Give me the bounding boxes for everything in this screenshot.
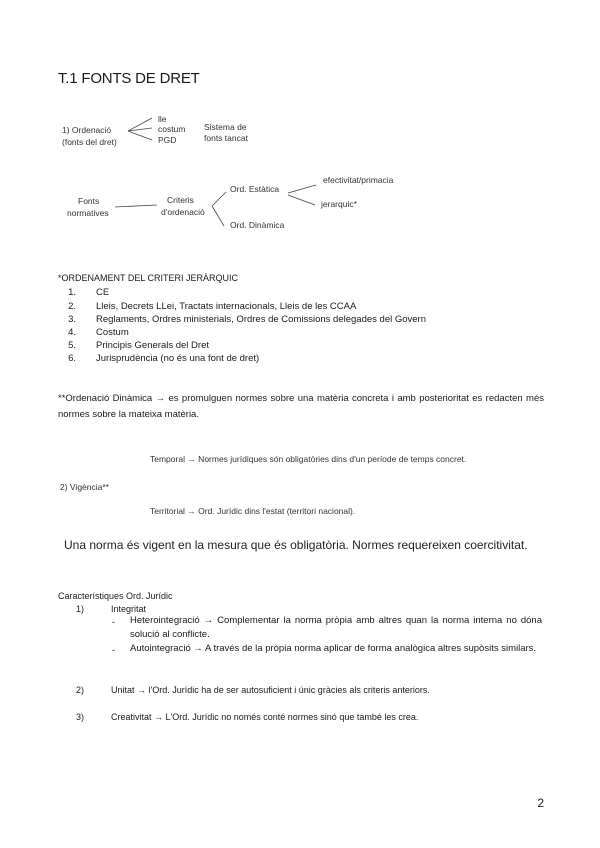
sub2-arrow xyxy=(288,195,315,205)
dynamic-note: **Ordenació Dinàmica → es promulguen normes sobre una matèria concreta i amb posterioritat es redacten més normes sobre la mateixa matèria. xyxy=(58,393,544,420)
list-item: 6. Jurisprudència (no és una font de dret) xyxy=(68,353,260,364)
page-number: 2 xyxy=(537,796,544,810)
list-item: 3. Reglaments, Ordres ministerials, Ordres de Comissions delegades del Govern xyxy=(68,314,426,325)
list-item: 2. Lleis, Decrets LLei, Tractats internacionals, Lleis de les CCAA xyxy=(68,301,357,312)
item1-num: 1) xyxy=(76,604,85,614)
item3-text: Creativitat → L'Ord. Jurídic no només conté normes sinó que també les crea. xyxy=(111,712,419,722)
vigencia-statement: Una norma és vigent en la mesura que és obligatòria. Normes requereixen coercitivitat. xyxy=(64,538,528,552)
diagram2-criteria-1: Criteris xyxy=(167,195,194,205)
diagram2-source-1: Fonts xyxy=(78,196,100,206)
dynamic-order: Ord. Dinàmica xyxy=(230,220,285,230)
dynamic-arrow xyxy=(212,206,224,226)
diagram1-label-2: (fonts del dret) xyxy=(62,137,117,147)
vigencia-temporal: Temporal → Normes jurídiques són obligatòries dins d'un període de temps concret. xyxy=(150,454,467,464)
effectivitat-primacia: efectivitat/primacia xyxy=(323,175,394,185)
sub1-arrow xyxy=(288,185,316,193)
item2-num: 2) xyxy=(76,685,85,695)
static-order: Ord. Estàtica xyxy=(230,184,280,194)
jerarquic: jerarquic* xyxy=(321,199,357,209)
source-arrow xyxy=(115,205,157,207)
vigencia-territorial: Territorial → Ord. Jurídic dins l'estat (territori nacional). xyxy=(150,506,356,516)
diagram2-source-2: normatives xyxy=(67,208,109,218)
brace-arrow-3 xyxy=(128,131,152,140)
hier-heading: *ORDENAMENT DEL CRITERI JERÀRQUIC xyxy=(58,273,239,283)
sub-autointegracio: Autointegració → A través de la pròpia norma aplicar de forma analògica altres supòsits similars. xyxy=(130,643,537,654)
list-item: 1. CE xyxy=(68,287,110,298)
branch-lle: lle xyxy=(158,114,167,124)
brace-arrow-1 xyxy=(128,118,152,131)
list-item: 4. Costum xyxy=(68,327,129,338)
sub-heterointegracio: Heterointegració → Complementar la norma pròpia amb altres quan la norma interna no dóna solució al conflicte. xyxy=(130,615,542,640)
item2-text: Unitat → l'Ord. Jurídic ha de ser autosuficient i únic gràcies als criteris anteriors. xyxy=(111,685,430,695)
static-arrow xyxy=(212,192,226,206)
item3-num: 3) xyxy=(76,712,85,722)
page-title: T.1 FONTS DE DRET xyxy=(58,70,200,87)
diagram1-note-2: fonts tancat xyxy=(204,133,248,143)
vigencia-label: 2) Vigència** xyxy=(60,482,109,492)
bullet-dash: - xyxy=(112,617,115,627)
list-item: 5. Principis Generals del Dret xyxy=(68,340,209,351)
diagram1-label-1: 1) Ordenació xyxy=(62,125,112,135)
caract-heading: Característiques Ord. Jurídic xyxy=(58,591,173,601)
diagram1-note-1: Sistema de xyxy=(204,122,247,132)
branch-costum: costum xyxy=(158,124,186,134)
diagram2-criteria-2: d'ordenació xyxy=(161,207,205,217)
bullet-dash: - xyxy=(112,645,115,655)
branch-pgd: PGD xyxy=(158,135,177,145)
item1-title: Integritat xyxy=(111,604,147,614)
